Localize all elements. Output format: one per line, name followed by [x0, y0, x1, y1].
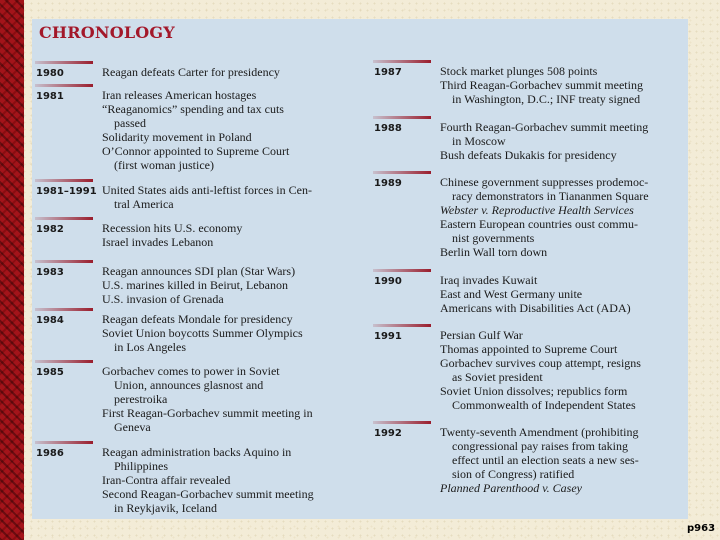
year-divider-rule — [373, 171, 431, 174]
event-item: Reagan administration backs Aquino in Philippines — [102, 445, 292, 473]
event-list — [102, 88, 362, 172]
year-divider-rule — [373, 269, 431, 272]
event-item: Americans with Disabilities Act (ADA) — [440, 301, 631, 315]
event-list — [102, 364, 362, 434]
year-label: 1989 — [374, 178, 402, 189]
year-label: 1987 — [374, 67, 402, 78]
event-item: U.S. marines killed in Beirut, Lebanon — [102, 278, 288, 292]
event-item: “Reaganomics” spending and tax cuts passed — [102, 102, 284, 130]
year-divider-rule — [35, 217, 93, 220]
event-item: Berlin Wall torn down — [440, 245, 548, 259]
year-divider-rule — [373, 60, 431, 63]
event-item: Soviet Union boycotts Summer Olympics in Los Angeles — [102, 326, 303, 354]
event-item: United States aids anti-leftist forces in Cen- tral America — [102, 183, 312, 211]
year-label: 1980 — [36, 68, 64, 79]
event-item: Gorbachev survives coup attempt, resigns as Soviet president — [440, 356, 641, 384]
event-list — [102, 65, 362, 79]
year-label: 1985 — [36, 367, 64, 378]
year-label: 1986 — [36, 448, 64, 459]
event-item: Webster v. Reproductive Health Services — [440, 203, 634, 217]
event-item: Iran releases American hostages — [102, 88, 257, 102]
year-divider-rule — [35, 360, 93, 363]
event-list — [440, 175, 688, 259]
event-item: Eastern European countries oust commu- nist governments — [440, 217, 638, 245]
event-list — [102, 264, 362, 306]
event-item: Iraq invades Kuwait — [440, 273, 538, 287]
event-item: Israel invades Lebanon — [102, 235, 214, 249]
event-list — [440, 64, 688, 106]
year-divider-rule — [373, 421, 431, 424]
event-item: Fourth Reagan-Gorbachev summit meeting in Moscow — [440, 120, 649, 148]
event-item: Solidarity movement in Poland — [102, 130, 252, 144]
event-item: U.S. invasion of Grenada — [102, 292, 224, 306]
event-item: Reagan defeats Mondale for presidency — [102, 312, 293, 326]
event-item: O’Connor appointed to Supreme Court (first woman justice) — [102, 144, 290, 172]
year-divider-rule — [373, 116, 431, 119]
year-label: 1988 — [374, 123, 402, 134]
event-item: Thomas appointed to Supreme Court — [440, 342, 618, 356]
event-item: Gorbachev comes to power in Soviet Union, announces glasnost and perestroika — [102, 364, 280, 406]
event-item: Twenty-seventh Amendment (prohibiting congressional pay raises from taking effect until an election seats a new ses- sion of Congress) ratified — [440, 425, 639, 481]
event-item: Third Reagan-Gorbachev summit meeting in Washington, D.C.; INF treaty signed — [440, 78, 643, 106]
decorative-left-border — [0, 0, 24, 540]
year-label: 1983 — [36, 267, 64, 278]
event-item: Planned Parenthood v. Casey — [440, 481, 582, 495]
event-list — [102, 183, 362, 211]
event-item: Recession hits U.S. economy — [102, 221, 243, 235]
event-item: Stock market plunges 508 points — [440, 64, 598, 78]
event-item: East and West Germany unite — [440, 287, 583, 301]
event-item: Reagan announces SDI plan (Star Wars) — [102, 264, 296, 278]
event-list — [440, 328, 688, 412]
year-divider-rule — [35, 441, 93, 444]
event-item: Iran-Contra affair revealed — [102, 473, 231, 487]
year-label: 1984 — [36, 315, 64, 326]
year-divider-rule — [35, 84, 93, 87]
event-list — [440, 120, 688, 162]
event-item: Soviet Union dissolves; republics form Commonwealth of Independent States — [440, 384, 636, 412]
year-label: 1991 — [374, 331, 402, 342]
event-item: Bush defeats Dukakis for presidency — [440, 148, 617, 162]
year-label: 1981 — [36, 91, 64, 102]
year-divider-rule — [35, 260, 93, 263]
page-title: CHRONOLOGY — [39, 23, 175, 42]
year-label: 1981–1991 — [36, 186, 97, 197]
event-list — [440, 425, 688, 495]
chronology-panel — [32, 19, 688, 519]
year-label: 1992 — [374, 428, 402, 439]
event-list — [102, 221, 362, 249]
event-list — [102, 312, 362, 354]
page-number: p963 — [687, 523, 716, 534]
event-item: Second Reagan-Gorbachev summit meeting in Reykjavik, Iceland — [102, 487, 314, 515]
year-divider-rule — [35, 61, 93, 64]
year-divider-rule — [373, 324, 431, 327]
event-item: Persian Gulf War — [440, 328, 523, 342]
event-list — [102, 445, 362, 515]
year-label: 1990 — [374, 276, 402, 287]
year-divider-rule — [35, 308, 93, 311]
year-divider-rule — [35, 179, 93, 182]
event-list — [440, 273, 688, 315]
event-item: First Reagan-Gorbachev summit meeting in Geneva — [102, 406, 313, 434]
year-label: 1982 — [36, 224, 64, 235]
event-item: Chinese government suppresses prodemoc- racy demonstrators in Tiananmen Square — [440, 175, 649, 203]
event-item: Reagan defeats Carter for presidency — [102, 65, 280, 79]
